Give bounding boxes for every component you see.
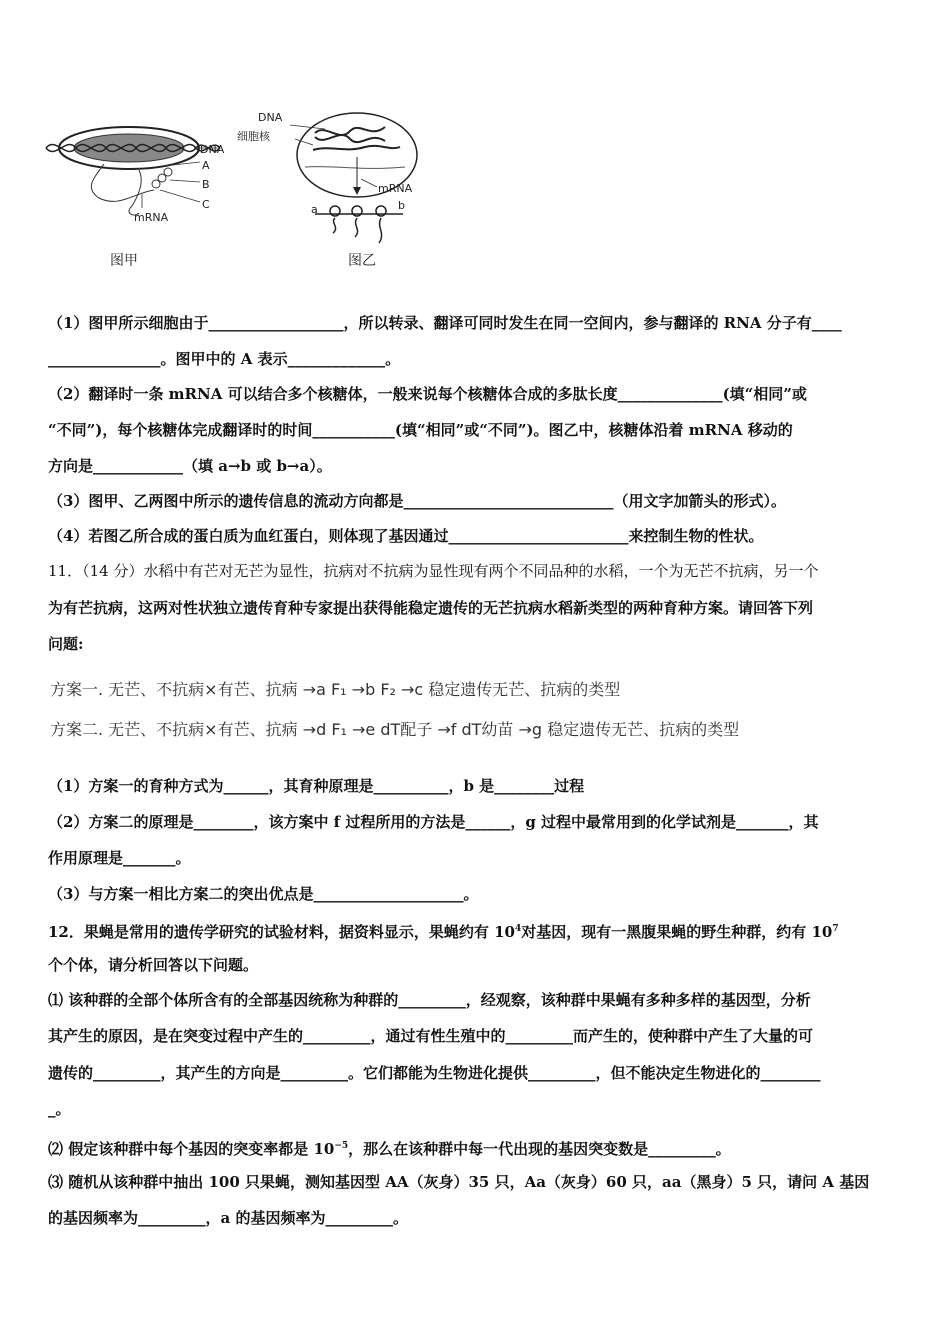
- q12-part2: ⑵ 假定该种群中每个基因的突变率都是 $10^{-5}$，那么在该种群中每一代出现的基因突变数是_________。: [48, 1140, 731, 1158]
- q10-part1-line1: （1）图甲所示细胞由于__________________，所以转录、翻译可同时发生在同一空间内，参与翻译的 RNA 分子有____: [48, 314, 842, 332]
- q12-part1-line4: _。: [48, 1100, 71, 1118]
- q10-part2-line3: 方向是____________（填 a→b 或 b→a）。: [48, 457, 332, 475]
- yi-label-mrna: mRNA: [378, 182, 413, 195]
- q10-part1-line2: _______________。图甲中的 A 表示_____________。: [48, 350, 401, 368]
- q11-part2-line2: 作用原理是_______。: [48, 849, 191, 867]
- q10-part3: （3）图甲、乙两图中所示的遗传信息的流动方向都是____________________________（用文字加箭头的形式）。: [48, 492, 786, 510]
- q12-part1-line3: 遗传的_________，其产生的方向是_________。它们都能为生物进化提供_________，但不能决定生物进化的________: [48, 1064, 821, 1082]
- yi-label-dna: DNA: [258, 111, 283, 124]
- q10-part4: （4）若图乙所合成的蛋白质为血红蛋白，则体现了基因通过________________________来控制生物的性状。: [48, 527, 764, 545]
- q12-part3-line1: ⑶ 随机从该种群中抽出 100 只果蝇，测知基因型 AA（灰身）35 只，Aa（灰身）60 只，aa（黑身）5 只，请问 A 基因: [48, 1173, 870, 1191]
- q11-scheme-one: 方案一. 无芒、不抗病×有芒、抗病 →a F₁ →b F₂ →c 稳定遗传无芒、抗病的类型: [50, 680, 621, 699]
- jia-label-b: B: [202, 178, 210, 191]
- q12-part1-line2: 其产生的原因，是在突变过程中产生的_________，通过有性生殖中的_________而产生的，使种群中产生了大量的可: [48, 1027, 814, 1045]
- q11-stem-line2: 为有芒抗病，这两对性状独立遗传育种专家提出获得能稳定遗传的无芒抗病水稻新类型的两种育种方案。请回答下列: [48, 599, 814, 617]
- jia-label-c: C: [202, 198, 210, 211]
- q11-part3: （3）与方案一相比方案二的突出优点是____________________。: [48, 885, 479, 903]
- q12-part3-line2: 的基因频率为_________，a 的基因频率为_________。: [48, 1209, 408, 1227]
- q12-stem-line2: 个个体，请分析回答以下问题。: [48, 956, 259, 974]
- yi-label-b: b: [398, 199, 405, 212]
- q11-scheme-two: 方案二. 无芒、不抗病×有芒、抗病 →d F₁ →e dT配子 →f dT幼苗 →g 稳定遗传无芒、抗病的类型: [50, 720, 740, 739]
- jia-label-dna: DNA: [200, 143, 225, 156]
- q10-part2-line2: “不同”)，每个核糖体完成翻译时的时间___________(填“相同”或“不同”)。图乙中，核糖体沿着 mRNA 移动的: [48, 421, 793, 439]
- q11-stem-line1: 11．（14 分）水稻中有芒对无芒为显性，抗病对不抗病为显性现有两个不同品种的水稻，一个为无芒不抗病，另一个: [48, 562, 819, 580]
- figure-yi-diagram: [285, 105, 445, 250]
- yi-label-a: a: [311, 203, 318, 216]
- jia-label-a: A: [202, 159, 210, 172]
- yi-caption: 图乙: [348, 253, 376, 269]
- jia-caption: 图甲: [110, 253, 138, 269]
- q11-stem-line3: 问题:: [48, 635, 84, 653]
- q11-part2-line1: （2）方案二的原理是________，该方案中 f 过程所用的方法是______，g 过程中最常用到的化学试剂是_______，其: [48, 813, 819, 831]
- q10-part2-line1: （2）翻译时一条 mRNA 可以结合多个核糖体，一般来说每个核糖体合成的多肽长度______________(填“相同”或: [48, 385, 807, 403]
- jia-label-mrna: mRNA: [134, 211, 169, 224]
- q11-part1: （1）方案一的育种方式为______，其育种原理是__________，b 是________过程: [48, 777, 585, 795]
- q12-part1-line1: ⑴ 该种群的全部个体所含有的全部基因统称为种群的_________，经观察，该种群中果蝇有多种多样的基因型，分析: [48, 991, 811, 1009]
- yi-label-nucleus: 细胞核: [237, 130, 270, 143]
- q12-stem-line1: 12．果蝇是常用的遗传学研究的试验材料，据资料显示，果蝇约有 $10^4$对基因，现有一黑腹果蝇的野生种群，约有 $10^7$: [48, 923, 839, 941]
